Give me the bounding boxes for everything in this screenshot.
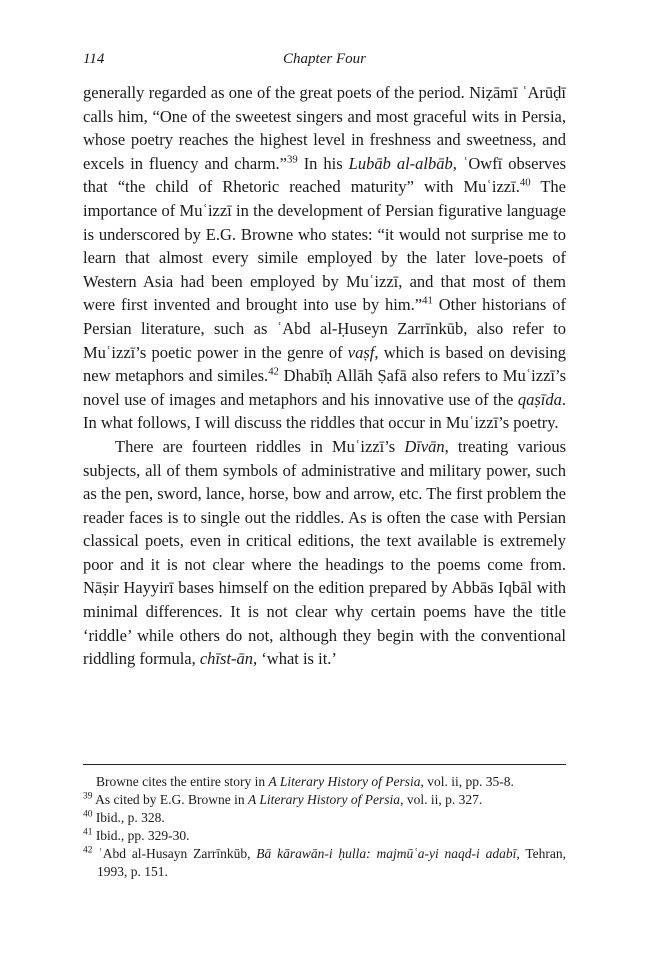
footnote	[83, 845, 566, 881]
footnote-ref: 40	[519, 176, 531, 189]
text-run: , vol. ii, pp. 35-8.	[420, 774, 514, 789]
text-run: Browne cites the entire story in	[96, 774, 269, 789]
italic-text: Bā kārawān-i ḥulla: majmūʿa-yi naqd-i adabī	[256, 846, 517, 861]
text-run: In his	[297, 153, 349, 173]
italic-text: A Literary History of Persia	[248, 792, 401, 807]
page-header	[83, 51, 566, 71]
text-run: Dhabīḥ Allāh Ṣafā also refers to Muʿizzī’s novel use of images and metaphors and his innovative use of the	[83, 366, 567, 409]
text-run: ʿAbd al-Husayn Zarrīnkūb,	[92, 846, 257, 861]
footnote-ref: 42	[268, 365, 279, 378]
text-run: Ibid., p. 328.	[92, 810, 165, 825]
italic-text: Dīvān	[404, 436, 445, 456]
text-run: , ‘what is it.’	[253, 649, 337, 669]
footnote-ref: 41	[83, 827, 93, 838]
text-run: . In what follows, I will discuss the riddles that occur in Muʿizzī’s poetry.	[83, 389, 566, 433]
footnote	[83, 773, 566, 791]
footnote-ref: 40	[83, 809, 93, 820]
text-run: Other historians of Persian literature, such as ʿAbd al-Ḥuseyn Zarrīnkūb, also refer to Muʿizzī’s poetic power in the genre of	[83, 295, 566, 362]
text-run: , ʿOwfī observes that “the child of Rhetoric reached maturity” with Muʿizzī.	[83, 153, 566, 197]
text-run: There are fourteen riddles in Muʿizzī’s	[115, 436, 405, 456]
text-run: Ibid., pp. 329-30.	[92, 828, 190, 843]
text-run: generally regarded as one of the great poets of the period. Niẓāmī ʿArūḍī calls him, “One of the sweetest singers and most graceful wits in Persia, whose poetry reaches the highest level in freshness and sweetness, and excels in fluency and charm.”	[83, 83, 566, 173]
text-run: , treating various subjects, all of them symbols of administrative and military power, such as the pen, sword, lance, horse, bow and arrow, etc. The first problem the reader faces is to single out the riddles. As is often the case with Persian classical poets, even in critical editions, the text available is extremely poor and it is not clear where the headings to the poems come from. Nāṣir Hayyirī bases himself on the edition prepared by Abbās Iqbāl with minimal differences. It is not clear why certain poems have the title ‘riddle’ while others do not, although they begin with the conventional riddling formula,	[83, 436, 567, 669]
footnotes	[83, 773, 566, 881]
footnote	[83, 827, 566, 845]
paragraph	[83, 81, 566, 435]
footnote-ref: 41	[422, 294, 433, 307]
text-run: The importance of Muʿizzī in the development of Persian figurative language is underscored by E.G. Browne who states: “it would not surprise me to learn that almost every simile employed by the later love-poets of Western Asia had been employed by Muʿizzī, and that most of them were first invented and brought into use by him.”	[83, 177, 567, 315]
italic-text: A Literary History of Persia	[268, 774, 421, 789]
text-run: , which is based on devising new metaphors and similes.	[83, 342, 566, 386]
footnote-ref: 39	[83, 791, 93, 802]
text-run: As cited by E.G. Browne in	[92, 792, 249, 807]
text-run: , vol. ii, p. 327.	[400, 792, 483, 807]
footnote-separator	[83, 764, 566, 765]
body-text	[83, 81, 566, 671]
italic-text: Lubāb al-albāb	[348, 153, 453, 173]
paragraph	[83, 435, 566, 671]
footnote	[83, 809, 566, 827]
page-number: 114	[83, 51, 105, 67]
italic-text: qaṣīda	[517, 389, 562, 409]
italic-text: chīst-ān	[199, 649, 254, 669]
footnote-ref: 42	[83, 845, 93, 856]
running-head: Chapter Four	[283, 51, 366, 67]
text-run: , Tehran, 1993, p. 151.	[97, 846, 566, 879]
footnote-ref: 39	[286, 153, 298, 166]
footnote	[83, 791, 566, 809]
italic-text: vaṣf	[347, 342, 375, 362]
